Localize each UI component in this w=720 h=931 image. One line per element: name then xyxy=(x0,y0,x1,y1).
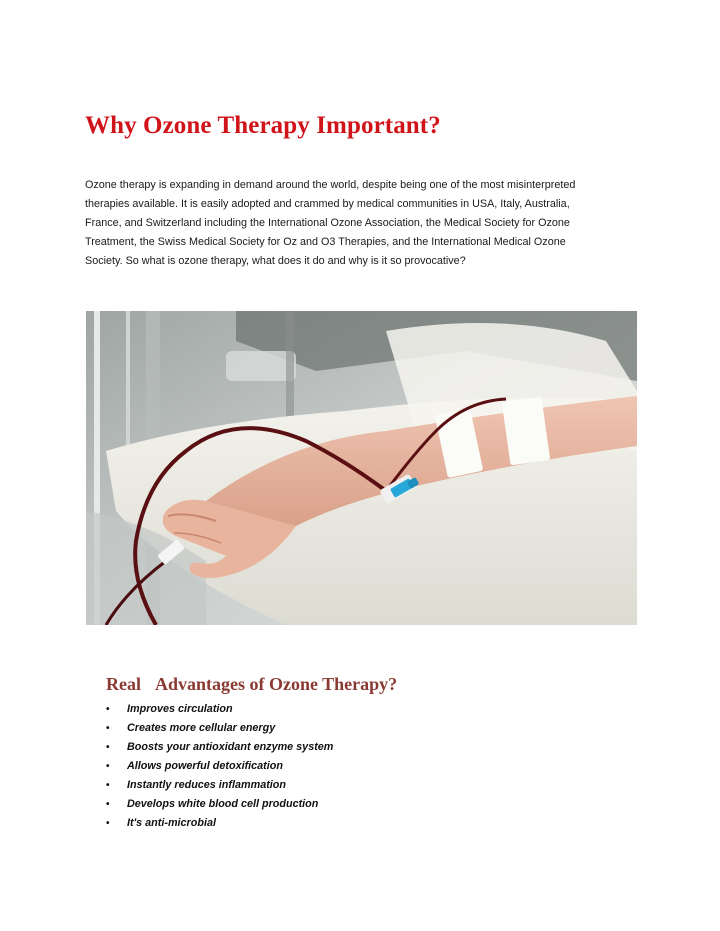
intro-line: Treatment, the Swiss Medical Society for Oz and O3 Therapies, and the International Medical Ozone xyxy=(85,236,566,248)
intro-line: Society. So what is ozone therapy, what does it do and why is it so provocative? xyxy=(85,255,466,267)
list-item-text: Instantly reduces inflammation xyxy=(127,779,286,791)
bullet-icon: • xyxy=(106,761,110,772)
intro-line: therapies available. It is easily adopted and crammed by medical communities in USA, Italy, Australia, xyxy=(85,198,570,210)
advantages-heading-word: Real xyxy=(106,674,141,694)
bullet-icon: • xyxy=(106,704,110,715)
list-item-text: Improves circulation xyxy=(127,703,233,715)
list-item xyxy=(106,795,333,814)
bullet-icon: • xyxy=(106,799,110,810)
list-item xyxy=(106,700,333,719)
intro-line: Ozone therapy is expanding in demand around the world, despite being one of the most misinterpreted xyxy=(85,179,576,191)
list-item xyxy=(106,738,333,757)
list-item-text: Boosts your antioxidant enzyme system xyxy=(127,741,334,753)
page-title: Why Ozone Therapy Important? xyxy=(85,112,441,139)
list-item-text: Creates more cellular energy xyxy=(127,722,276,734)
list-item xyxy=(106,757,333,776)
bullet-icon: • xyxy=(106,742,110,753)
bullet-icon: • xyxy=(106,723,110,734)
advantages-heading xyxy=(106,674,397,695)
list-item-text: Allows powerful detoxification xyxy=(127,760,283,772)
bullet-icon: • xyxy=(106,818,110,829)
advantages-heading-rest: Advantages of Ozone Therapy? xyxy=(155,674,398,694)
list-item xyxy=(106,776,333,795)
list-item-text: It's anti-microbial xyxy=(127,817,216,829)
list-item xyxy=(106,814,333,833)
intro-paragraph xyxy=(85,176,645,271)
ozone-therapy-photo xyxy=(86,311,637,625)
bullet-icon: • xyxy=(106,780,110,791)
advantages-list xyxy=(106,700,333,833)
list-item xyxy=(106,719,333,738)
list-item-text: Develops white blood cell production xyxy=(127,798,319,810)
intro-line: France, and Switzerland including the International Ozone Association, the Medical Society for Ozone xyxy=(85,217,570,229)
